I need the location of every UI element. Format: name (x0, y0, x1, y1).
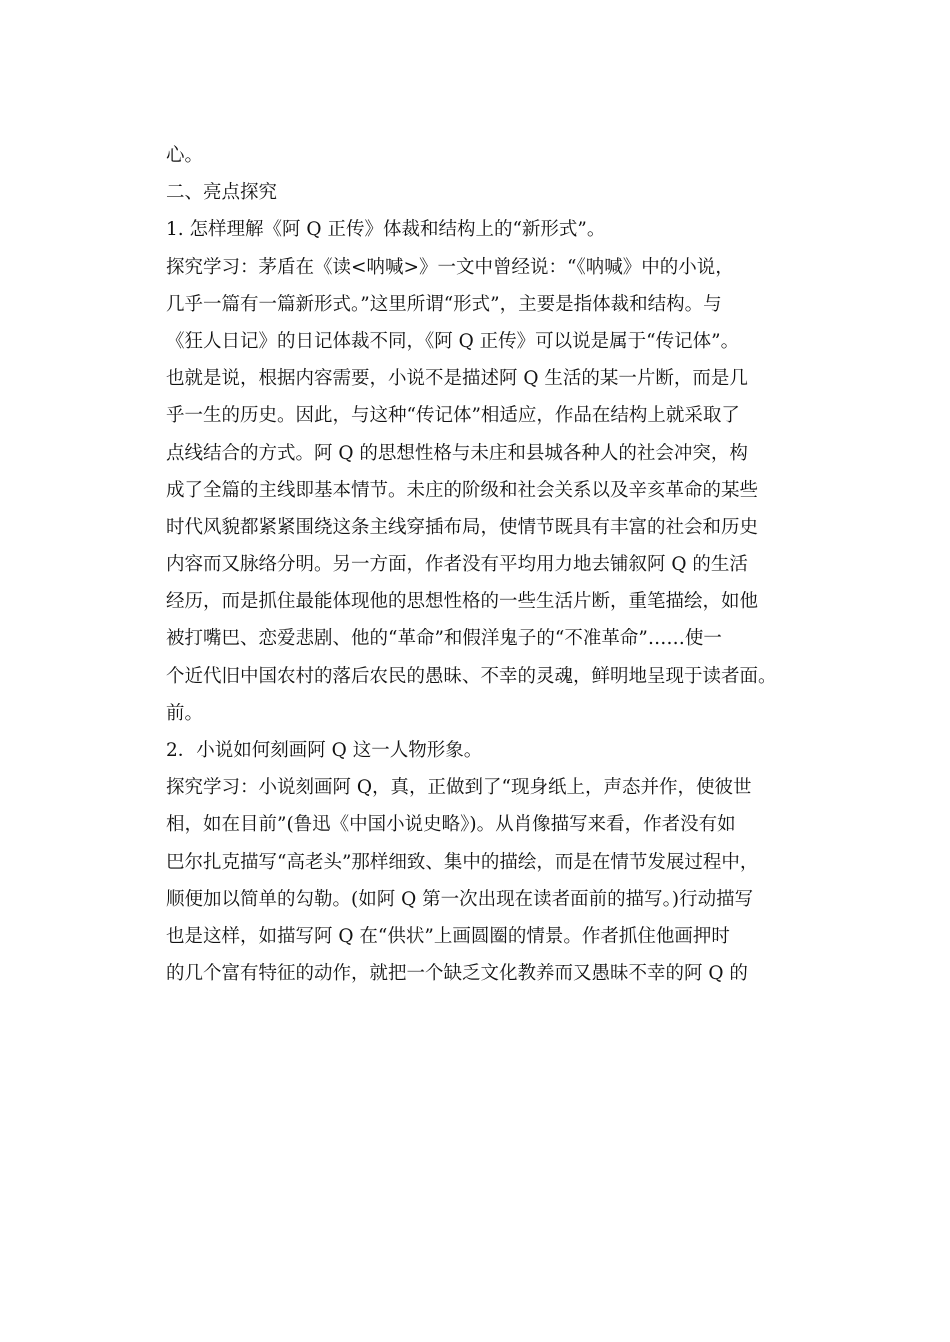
text-line: 时代风貌都紧紧围绕这条主线穿插布局，使情节既具有丰富的社会和历史 (166, 516, 759, 538)
text-line: 前。 (166, 702, 204, 724)
text-line: 个近代旧中国农村的落后农民的愚昧、不幸的灵魂，鲜明地呈现于读者面。 (166, 665, 777, 687)
text-line: 的几个富有特征的动作，就把一个缺乏文化教养而又愚昧不幸的阿 Q 的 (166, 963, 748, 985)
text-line: 内容而又脉络分明。另一方面，作者没有平均用力地去铺叙阿 Q 的生活 (166, 554, 748, 576)
text-line: 探究学习：茅盾在《读<呐喊>》一文中曾经说：“《呐喊》中的小说， (166, 256, 734, 278)
text-line: 《狂人日记》的日记体裁不同，《阿 Q 正传》可以说是属于“传记体”。 (166, 330, 740, 352)
question-heading-2: 2．小说如何刻画阿 Q 这一人物形象。 (166, 740, 483, 761)
text-line: 相，如在目前”(鲁迅《中国小说史略》)。从肖像描写来看，作者没有如 (166, 814, 736, 836)
text-line: 经历，而是抓住最能体现他的思想性格的一些生活片断，重笔描绘，如他 (166, 591, 759, 613)
body-text (166, 137, 806, 992)
text-line: 点线结合的方式。阿 Q 的思想性格与未庄和县城各种人的社会冲突，构 (166, 442, 748, 464)
text-line: 几乎一篇有一篇新形式。”这里所谓“形式”，主要是指体裁和结构。与 (166, 293, 722, 315)
text-line: 巴尔扎克描写“高老头”那样细致、集中的描绘，而是在情节发展过程中， (166, 851, 759, 873)
question-heading-1: 1. 怎样理解《阿 Q 正传》体裁和结构上的“新形式”。 (166, 219, 606, 241)
text-line: 探究学习：小说刻画阿 Q，真，正做到了“现身纸上，声态并作，使彼世 (166, 777, 752, 799)
text-line: 顺便加以简单的勾勒。(如阿 Q 第一次出现在读者面前的描写。)行动描写 (166, 888, 754, 910)
text-line: 心。 (166, 145, 204, 166)
text-line: 乎一生的历史。因此，与这种“传记体”相适应，作品在结构上就采取了 (166, 405, 740, 427)
text-line: 被打嘴巴、恋爱悲剧、他的“革命”和假洋鬼子的“不准革命”……使一 (166, 628, 722, 650)
section-heading: 二、亮点探究 (166, 182, 278, 204)
text-line: 也是这样，如描写阿 Q 在“供状”上画圆圈的情景。作者抓住他画押时 (166, 925, 730, 947)
text-line: 也就是说，根据内容需要，小说不是描述阿 Q 生活的某一片断，而是几 (166, 368, 748, 390)
text-line: 成了全篇的主线即基本情节。未庄的阶级和社会关系以及辛亥革命的某些 (166, 479, 759, 501)
